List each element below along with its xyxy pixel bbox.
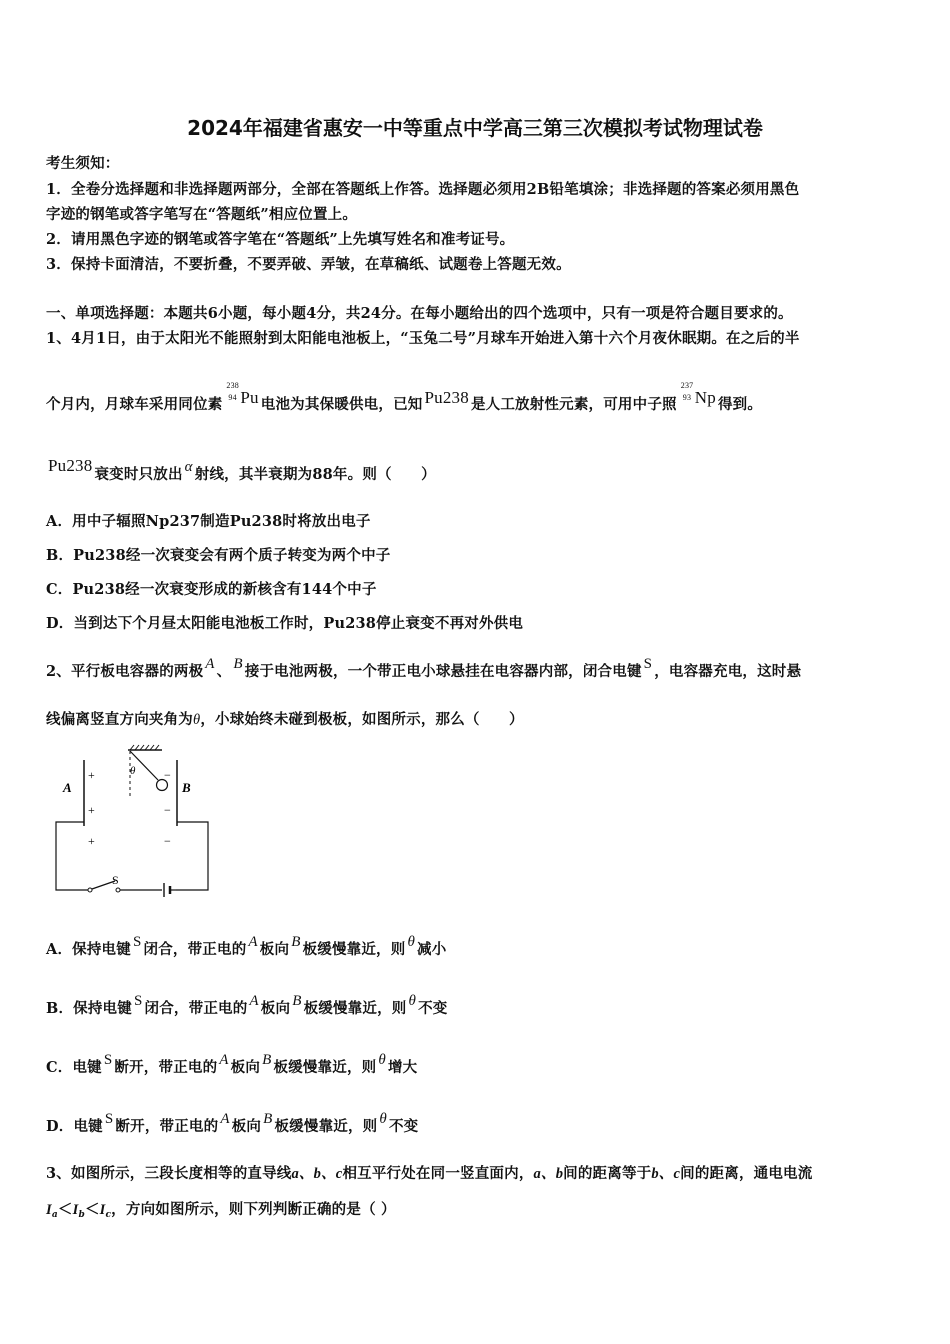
plate-a-symbol: A [205, 656, 215, 672]
q2-option-c[interactable]: C．电键 S 断开，带正电的 A 板向 B 板缓慢靠近，则 θ 增大 [46, 1052, 418, 1076]
q1-line: 1、4月1日，由于太阳光不能照射到太阳能电池板上，“玉兔二号”月球车开始进入第十六个月夜休眠期。在之后的半 [46, 330, 800, 347]
q1-text: 电池为其保暖供电，已知 [260, 396, 423, 413]
isotope-pu: 238 94 [226, 381, 240, 402]
switch-symbol: S [643, 656, 653, 672]
isotope-np: 237 93 [680, 381, 694, 402]
pu238-label: Pu238 [48, 456, 93, 475]
q1-text: 得到。 [717, 396, 763, 413]
q2-text: 接于电池两极，一个带正电小球悬挂在电容器内部，闭合电键 [244, 663, 642, 680]
section-heading: 一、单项选择题：本题共6小题，每小题4分，共24分。在每小题给出的四个选项中，只有一项是符合题目要求的。 [46, 305, 793, 322]
q2-line [46, 708, 524, 729]
q1-text: 射线，其半衰期为88年。则（ ） [194, 466, 436, 483]
plate-b-symbol: B [233, 656, 243, 672]
q2-text: 线偏离竖直方向夹角为 [46, 711, 193, 728]
np-symbol: Np [694, 388, 716, 407]
notice-line: 字迹的钢笔或答字笔写在“答题纸”相应位置上。 [46, 206, 358, 223]
q1-option-a[interactable]: A．用中子辐照Np237制造Pu238时将放出电子 [46, 513, 371, 530]
minus-sign: − [164, 768, 171, 782]
plate-a-label: A [63, 780, 72, 795]
minus-sign: − [164, 834, 171, 848]
plate-b-label: B [182, 780, 191, 795]
notice-line: 1．全卷分选择题和非选择题两部分，全部在答题纸上作答。选择题必须用2B铅笔填涂；非选择题的答案必须用黑色 [46, 181, 800, 198]
q2-text: 2、平行板电容器的两极 [46, 663, 204, 680]
plus-sign: + [88, 768, 95, 782]
switch-label: S [112, 873, 119, 887]
page-title: 2024年福建省惠安一中等重点中学高三第三次模拟考试物理试卷 [187, 116, 763, 140]
q3-line: $I_a<I_b<I_c$，方向如图所示，则下列判断正确的是（ ） [46, 1201, 396, 1220]
q1-line [46, 381, 763, 414]
q2-text: ，电容器充电，这时悬 [654, 663, 802, 680]
q2-option-a[interactable]: A．保持电键 S 闭合，带正电的 A 板向 B 板缓慢靠近，则 θ 减小 [46, 934, 447, 958]
capacitor-figure [50, 742, 220, 898]
q2-text: 、 [216, 663, 232, 680]
q2-text: ，小球始终未碰到极板，如图所示，那么（ ） [200, 711, 524, 728]
q2-option-b[interactable]: B．保持电键 S 闭合，带正电的 A 板向 B 板缓慢靠近，则 θ 不变 [46, 993, 448, 1017]
q1-text: 个月内，月球车采用同位素 [46, 396, 223, 413]
q2-line [46, 656, 802, 681]
q2-option-d[interactable]: D．电键 S 断开，带正电的 A 板向 B 板缓慢靠近，则 θ 不变 [46, 1111, 419, 1135]
q1-option-c[interactable]: C．Pu238经一次衰变形成的新核含有144个中子 [46, 581, 377, 598]
notice-heading: 考生须知： [46, 155, 120, 172]
q1-option-d[interactable]: D．当到达下个月昼太阳能电池板工作时，Pu238停止衰变不再对外供电 [46, 615, 524, 632]
q1-text: 是人工放射性元素，可用中子照 [470, 396, 677, 413]
pu238-label: Pu238 [424, 388, 469, 407]
notice-line: 2．请用黑色字迹的钢笔或答字笔在“答题纸”上先填写姓名和准考证号。 [46, 231, 515, 248]
alpha-symbol: α [184, 459, 193, 475]
plus-sign: + [88, 834, 95, 848]
theta-label: θ [130, 765, 136, 777]
q1-line [48, 456, 436, 484]
notice-line: 3．保持卡面清洁，不要折叠，不要弄破、弄皱，在草稿纸、试题卷上答题无效。 [46, 256, 571, 273]
theta-symbol: θ [193, 712, 201, 728]
pu-symbol: Pu [240, 388, 259, 407]
q1-text: 衰变时只放出 [94, 466, 183, 483]
minus-sign: − [164, 803, 171, 817]
q1-option-b[interactable]: B．Pu238经一次衰变会有两个质子转变为两个中子 [46, 547, 391, 564]
plus-sign: + [88, 803, 95, 817]
q3-line: 3、如图所示，三段长度相等的直导线a、b、c相互平行处在同一竖直面内，a、b间的距离等于b、c间的距离，通电电流 [46, 1165, 813, 1182]
